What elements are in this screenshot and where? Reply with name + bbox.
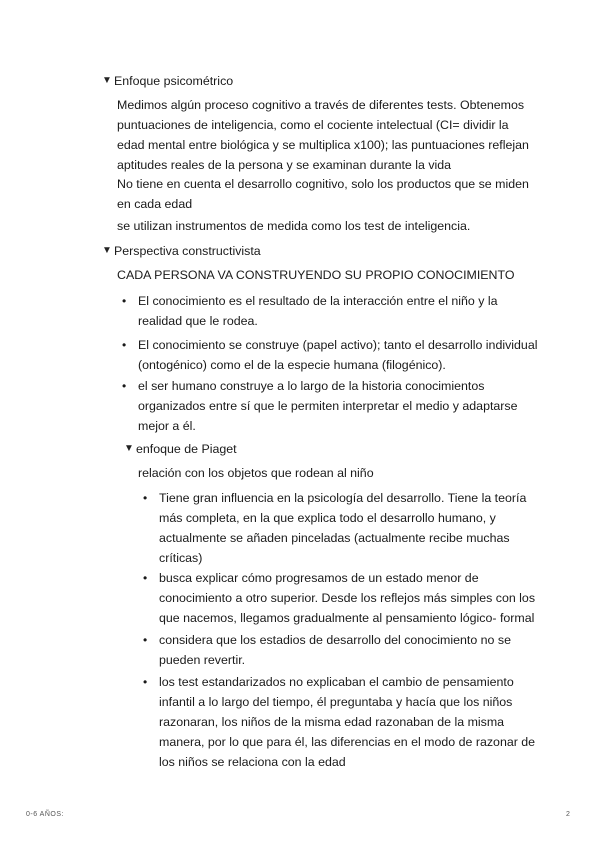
bullet-icon: • [143, 633, 148, 647]
text-line: los niños se relaciona con la edad [159, 755, 346, 769]
text-line: actualmente se añaden pinceladas (actualmente recibe muchas [159, 531, 510, 545]
text-line: El conocimiento es el resultado de la interacción entre el niño y la [138, 294, 498, 308]
page-number: 2 [566, 811, 570, 818]
bullet-icon: • [122, 338, 127, 352]
text-line: puntuaciones de inteligencia, como el cociente intelectual (CI= dividir la [117, 118, 509, 132]
text-line: Medimos algún proceso cognitivo a través de diferentes tests. Obtenemos [117, 98, 525, 112]
text-line: los test estandarizados no explicaban el cambio de pensamiento [159, 675, 514, 689]
text-line: mejor a él. [138, 419, 196, 433]
list-item [143, 488, 527, 568]
list-item [143, 672, 536, 772]
toggle-enfoque-psicometrico[interactable] [102, 71, 233, 91]
text-line: en cada edad [117, 197, 193, 211]
text-line: realidad que le rodea. [138, 314, 258, 328]
text-line: busca explicar cómo progresamos de un estado menor de [159, 571, 479, 585]
text-line: No tiene en cuenta el desarrollo cognitivo, solo los productos que se miden [117, 177, 529, 191]
text-line: aptitudes reales de la persona y se examinan durante la vida [117, 158, 452, 172]
text-line: edad mental entre biológica y se multiplica x100); las puntuaciones reflejan [117, 138, 529, 152]
list-item [122, 291, 498, 331]
toggle-perspectiva-constructivista[interactable] [102, 241, 261, 261]
text-line: más completa, en la que explica todo el desarrollo humano, y [159, 511, 496, 525]
toggle-title: Perspectiva constructivista [114, 244, 261, 258]
text-line: organizados entre sí que le permiten interpretar el medio y adaptarse [138, 399, 518, 413]
text-line: (ontogénico) como el de la especie humana (filogénico). [138, 358, 446, 372]
list-item [122, 376, 518, 436]
text-line: El conocimiento se construye (papel activo); tanto el desarrollo individual [138, 338, 538, 352]
text-line: infantil a lo largo del tiempo, él preguntaba y hacía que los niños [159, 695, 513, 709]
paragraph-psico-1 [117, 95, 529, 175]
text-line: que nacemos, llegamos gradualmente al pensamiento lógico- formal [159, 611, 535, 625]
paragraph-constructivista-heading [117, 265, 514, 285]
text-line: CADA PERSONA VA CONSTRUYENDO SU PROPIO CONOCIMIENTO [117, 268, 515, 282]
bullet-icon: • [143, 571, 148, 585]
paragraph-psico-3 [117, 216, 470, 236]
toggle-enfoque-de-piaget[interactable] [124, 439, 237, 459]
triangle-down-icon[interactable]: ▼ [124, 443, 134, 454]
bullet-icon: • [122, 294, 127, 308]
bullet-icon: • [143, 491, 148, 505]
paragraph-psico-2 [117, 174, 529, 214]
text-line: se utilizan instrumentos de medida como los test de inteligencia. [117, 219, 471, 233]
paragraph-piaget-1 [138, 463, 374, 483]
bullet-icon: • [143, 675, 148, 689]
text-line: considera que los estadios de desarrollo del conocimiento no se [159, 633, 511, 647]
toggle-title: Enfoque psicométrico [114, 74, 234, 88]
triangle-down-icon[interactable]: ▼ [102, 75, 112, 86]
triangle-down-icon[interactable]: ▼ [102, 245, 112, 256]
text-line: razonaran, los niños de la misma edad razonaban de la misma [159, 715, 505, 729]
toggle-title: enfoque de Piaget [136, 442, 237, 456]
text-line: conocimiento a otro superior. Desde los reflejos más simples con los [159, 591, 536, 605]
bullet-icon: • [122, 379, 127, 393]
footer-section-label: 0-6 AÑOS: [26, 811, 64, 818]
list-item [143, 568, 536, 628]
text-line: manera, por lo que para él, las diferencias en el modo de razonar de [159, 735, 536, 749]
text-line: pueden revertir. [159, 653, 246, 667]
text-line: el ser humano construye a lo largo de la historia conocimientos [138, 379, 485, 393]
text-line: críticas) [159, 551, 203, 565]
text-line: relación con los objetos que rodean al niño [138, 466, 374, 480]
text-line: Tiene gran influencia en la psicología del desarrollo. Tiene la teoría [159, 491, 527, 505]
list-item [143, 630, 511, 670]
list-item [122, 335, 538, 375]
